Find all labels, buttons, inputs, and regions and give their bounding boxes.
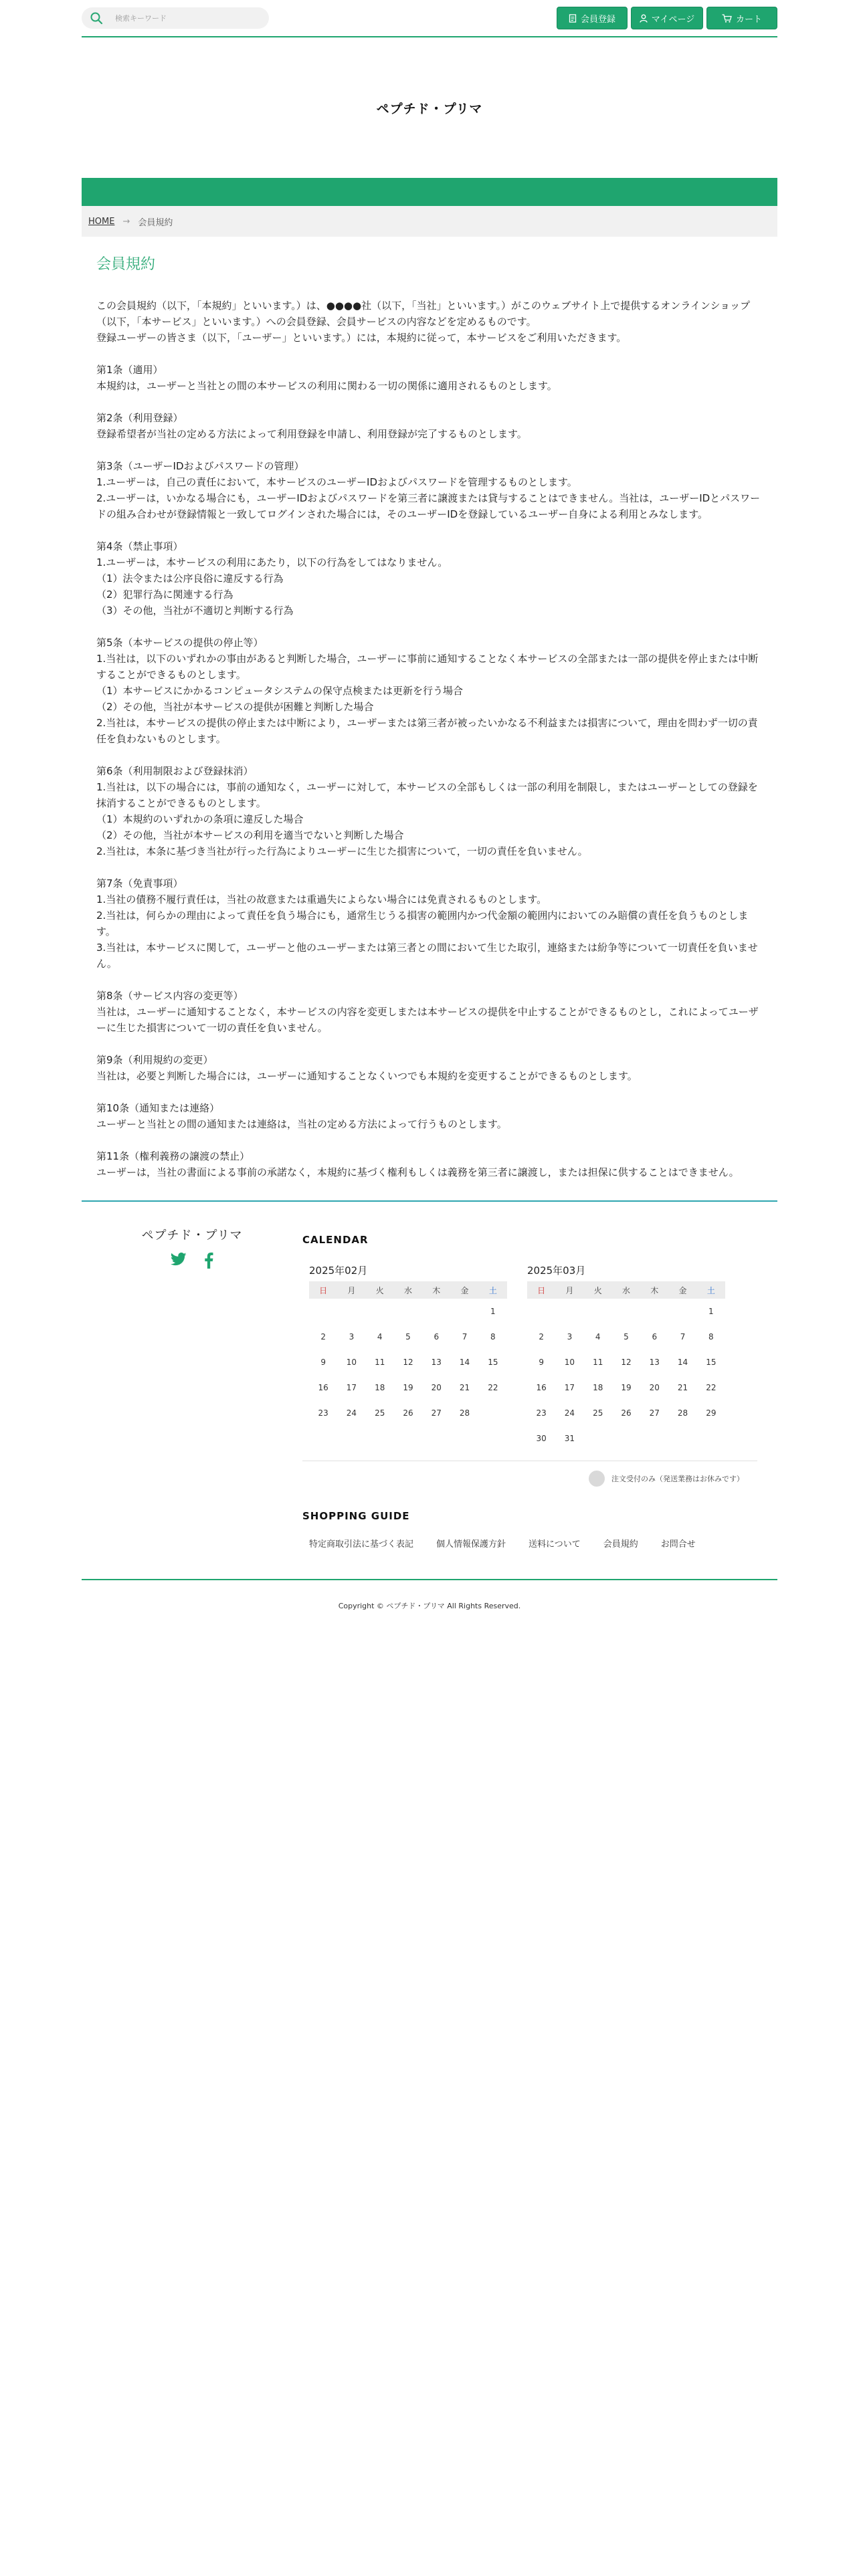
terms-line: ユーザーと当社との間の通知または連絡は，当社の定める方法によって行うものとします。 — [96, 1118, 507, 1130]
terms-line: 第4条（禁止事項） — [96, 540, 183, 552]
calendar-day: 16 — [536, 1383, 547, 1392]
calendar-day: 1 — [490, 1307, 496, 1316]
cart-button-label: カート — [735, 14, 762, 25]
page-title: 会員規約 — [96, 256, 156, 273]
calendar-table — [309, 1281, 507, 1426]
facebook-icon[interactable] — [204, 1253, 213, 1271]
guide-link-privacy[interactable]: 個人情報保護方針 — [436, 1539, 506, 1549]
calendar-day: 7 — [462, 1332, 468, 1341]
calendar-day: 1 — [708, 1307, 714, 1316]
calendar-day: 14 — [459, 1358, 470, 1367]
search-input[interactable] — [115, 14, 249, 23]
calendar-weekday: 土 — [697, 1281, 725, 1299]
footer — [82, 1202, 777, 1549]
copyright: Copyright © ペプチド・プリマ All Rights Reserved. — [338, 1602, 521, 1610]
terms-line: （1）法令または公序良俗に違反する行為 — [96, 572, 284, 584]
terms-line: 1.当社は，以下のいずれかの事由があると判断した場合，ユーザーに事前に通知することなく本サービスの全部または一部の提供を停止または中断することができるものとします。 — [96, 653, 759, 681]
footer-brand — [82, 1226, 302, 1549]
calendar-day: 15 — [706, 1358, 717, 1367]
calendar-month — [309, 1263, 507, 1451]
calendar-day: 24 — [346, 1408, 357, 1418]
calendar-day: 28 — [459, 1408, 470, 1418]
copyright-divider — [82, 1579, 777, 1580]
calendar-day: 16 — [318, 1383, 328, 1392]
calendar-week — [527, 1350, 725, 1375]
terms-line: 登録希望者が当社の定める方法によって利用登録を申請し、利用登録が完了するものとします。 — [96, 428, 527, 440]
calendar-weekday: 日 — [527, 1281, 555, 1299]
person-icon — [640, 14, 648, 23]
search-icon[interactable] — [87, 9, 106, 27]
calendar-day — [584, 1299, 612, 1324]
calendar-week — [527, 1299, 725, 1324]
calendar-month — [527, 1263, 725, 1451]
calendar-day: 17 — [346, 1383, 357, 1392]
calendar-day — [697, 1426, 725, 1451]
calendar-day — [337, 1299, 365, 1324]
terms-spacer — [96, 394, 763, 410]
terms-spacer — [96, 859, 763, 875]
calendar-week — [309, 1350, 507, 1375]
top-bar — [82, 0, 777, 37]
logo-area — [82, 37, 777, 178]
calendar-week — [527, 1426, 725, 1451]
social-links — [82, 1253, 302, 1271]
terms-line: 第9条（利用規約の変更） — [96, 1054, 213, 1066]
terms-line: 1.当社は，以下の場合には，事前の通知なく，ユーザーに対して，本サービスの全部もしくは一部の利用を制限し，またはユーザーとしての登録を抹消することができるものとします。 — [96, 781, 758, 809]
terms-line: （1）本サービスにかかるコンピュータシステムの保守点検または更新を行う場合 — [96, 685, 464, 697]
terms-line: 1.ユーザーは，自己の責任において，本サービスのユーザーIDおよびパスワードを管理するものとします。 — [96, 476, 577, 488]
shopping-guide-title: SHOPPING GUIDE — [302, 1510, 410, 1522]
calendar-legend — [302, 1461, 757, 1495]
terms-line: 第11条（権利義務の譲渡の禁止） — [96, 1150, 250, 1162]
calendars — [302, 1263, 757, 1451]
calendar-day: 10 — [564, 1358, 575, 1367]
calendar-day: 19 — [403, 1383, 413, 1392]
calendar-day: 22 — [706, 1383, 717, 1392]
terms-line: 当社は，必要と判断した場合には，ユーザーに通知することなくいつでも本規約を変更することができるものとします。 — [96, 1070, 638, 1082]
calendar-day: 23 — [536, 1408, 547, 1418]
calendar-day: 15 — [488, 1358, 498, 1367]
calendar-day: 30 — [536, 1434, 547, 1443]
mypage-button[interactable] — [631, 7, 703, 29]
terms-spacer — [96, 619, 763, 635]
calendar-day: 31 — [564, 1434, 575, 1443]
terms-line: （2）犯罪行為に関連する行為 — [96, 588, 233, 601]
calendar-day: 3 — [349, 1332, 355, 1341]
calendar-day: 9 — [539, 1358, 544, 1367]
calendar-day: 14 — [677, 1358, 688, 1367]
calendar-day: 25 — [593, 1408, 603, 1418]
calendar-week — [309, 1299, 507, 1324]
calendar-day: 23 — [318, 1408, 328, 1418]
shopping-guide-links — [302, 1537, 757, 1549]
terms-line: 1.当社の債務不履行責任は，当社の故意または重過失によらない場合には免責されるものとします。 — [96, 893, 547, 905]
calendar-weekday: 水 — [394, 1281, 422, 1299]
header-buttons — [557, 7, 777, 29]
calendar-day: 4 — [377, 1332, 383, 1341]
calendar-month-title: 2025年03月 — [527, 1265, 586, 1277]
calendar-day — [366, 1299, 394, 1324]
terms-spacer — [96, 346, 763, 362]
guide-link-contact[interactable]: お問合せ — [660, 1539, 696, 1549]
mypage-button-label: マイページ — [651, 14, 695, 25]
calendar-day — [479, 1400, 507, 1426]
terms-spacer — [96, 1084, 763, 1100]
calendar-day: 20 — [431, 1383, 442, 1392]
terms-line: 3.当社は，本サービスに関して，ユーザーと他のユーザーまたは第三者との間において生じた取引，連絡または紛争等について一切責任を負いません。 — [96, 942, 758, 970]
breadcrumb-home-link[interactable]: HOME — [88, 216, 115, 227]
calendar-day: 21 — [677, 1383, 688, 1392]
calendar-day — [555, 1299, 583, 1324]
page — [82, 0, 777, 1611]
terms-spacer — [96, 442, 763, 458]
calendar-day: 7 — [680, 1332, 686, 1341]
terms-line: 第2条（利用登録） — [96, 412, 183, 424]
terms-line: （2）その他，当社が本サービスの利用を適当でないと判断した場合 — [96, 829, 404, 841]
terms-line: 2.当社は，本条に基づき当社が行った行為によりユーザーに生じた損害について，一切の責任を負いません。 — [96, 845, 588, 857]
calendar-day — [640, 1426, 668, 1451]
calendar-day: 27 — [649, 1408, 660, 1418]
footer-right — [302, 1226, 777, 1549]
calendar-day: 4 — [595, 1332, 601, 1341]
calendar-day: 13 — [649, 1358, 660, 1367]
cart-icon — [722, 14, 732, 23]
search-box[interactable] — [82, 7, 269, 29]
terms-spacer — [96, 972, 763, 988]
calendar-day: 26 — [403, 1408, 413, 1418]
calendar-day: 5 — [624, 1332, 629, 1341]
calendar-day: 6 — [434, 1332, 440, 1341]
calendar-day: 13 — [431, 1358, 442, 1367]
calendar-day: 26 — [621, 1408, 632, 1418]
calendar-day — [527, 1299, 555, 1324]
terms-line: 第3条（ユーザーIDおよびパスワードの管理） — [96, 460, 304, 472]
terms-line: 2.ユーザーは，いかなる場合にも，ユーザーIDおよびパスワードを第三者に譲渡または貸与することはできません。当社は，ユーザーIDとパスワードの組み合わせが登録情報と一致してログインされた場合には，そのユーザーIDを登録しているユーザー自身による利用とみなします。 — [96, 492, 761, 520]
calendar-week — [527, 1324, 725, 1350]
calendar-day — [640, 1299, 668, 1324]
calendar-day — [309, 1299, 337, 1324]
calendar-week — [309, 1324, 507, 1350]
terms-line: （1）本規約のいずれかの条項に違反した場合 — [96, 813, 304, 825]
calendar-weekday: 火 — [366, 1281, 394, 1299]
main-content — [82, 237, 777, 1180]
terms-line: 2.当社は，何らかの理由によって責任を負う場合にも，通常生じうる損害の範囲内かつ代金額の範囲内においてのみ賠償の責任を負うものとします。 — [96, 909, 749, 938]
terms-line: 第5条（本サービスの提供の停止等） — [96, 637, 264, 649]
calendar-weekday: 木 — [422, 1281, 450, 1299]
calendar-day: 29 — [706, 1408, 717, 1418]
calendar-title: CALENDAR — [302, 1234, 369, 1246]
calendar-week — [309, 1375, 507, 1400]
legend-text: 注文受付のみ（発送業務はお休みです） — [611, 1474, 744, 1483]
global-nav-bar — [82, 178, 777, 206]
terms-line: ユーザーは，当社の書面による事前の承諾なく，本規約に基づく権利もしくは義務を第三者に譲渡し，または担保に供することはできません。 — [96, 1166, 739, 1178]
terms-line: 登録ユーザーの皆さま（以下，「ユーザー」といいます。）には，本規約に従って，本サービスをご利用いただきます。 — [96, 332, 627, 344]
calendar-day: 18 — [593, 1383, 603, 1392]
footer-shop-name: ペプチド・プリマ — [141, 1228, 243, 1243]
calendar-day: 22 — [488, 1383, 498, 1392]
calendar-day: 8 — [490, 1332, 496, 1341]
calendar-day: 9 — [320, 1358, 326, 1367]
calendar-day: 12 — [621, 1358, 632, 1367]
calendar-weekday: 日 — [309, 1281, 337, 1299]
calendar-day: 21 — [459, 1383, 470, 1392]
calendar-day: 27 — [431, 1408, 442, 1418]
calendar-weekday: 木 — [640, 1281, 668, 1299]
terms-line: （2）その他，当社が本サービスの提供が困難と判断した場合 — [96, 701, 374, 713]
calendar-weekday: 月 — [337, 1281, 365, 1299]
guide-link-terms[interactable]: 会員規約 — [603, 1539, 638, 1549]
calendar-day: 17 — [564, 1383, 575, 1392]
terms-line: 2.当社は，本サービスの提供の停止または中断により，ユーザーまたは第三者が被ったいかなる不利益または損害について，理由を問わず一切の責任を負わないものとします。 — [96, 717, 758, 745]
twitter-icon[interactable] — [171, 1253, 187, 1271]
document-icon — [569, 14, 577, 23]
calendar-day: 2 — [320, 1332, 326, 1341]
breadcrumb-current: 会員規約 — [138, 217, 173, 228]
calendar-day: 10 — [346, 1358, 357, 1367]
terms-spacer — [96, 747, 763, 763]
calendar-day: 11 — [593, 1358, 603, 1367]
calendar-day — [668, 1426, 696, 1451]
guide-link-shipping[interactable]: 送料について — [529, 1539, 581, 1549]
calendar-day: 28 — [677, 1408, 688, 1418]
guide-link-tokushoho[interactable]: 特定商取引法に基づく表記 — [309, 1539, 414, 1549]
calendar-weekday: 水 — [612, 1281, 640, 1299]
calendar-weekday: 金 — [450, 1281, 478, 1299]
calendar-day: 25 — [375, 1408, 385, 1418]
terms-line: （3）その他，当社が不適切と判断する行為 — [96, 605, 294, 617]
calendar-day: 24 — [564, 1408, 575, 1418]
site-logo[interactable]: ペプチド・プリマ — [376, 101, 483, 116]
terms-spacer — [96, 522, 763, 538]
calendar-day: 3 — [567, 1332, 573, 1341]
calendar-day — [422, 1299, 450, 1324]
calendar-table — [527, 1281, 725, 1451]
calendar-day: 6 — [652, 1332, 658, 1341]
terms-spacer — [96, 1036, 763, 1052]
calendar-day: 18 — [375, 1383, 385, 1392]
calendar-week — [527, 1400, 725, 1426]
terms-line: この会員規約（以下，「本規約」といいます。）は、●●●●社（以下，「当社」といいます。）がこのウェブサイト上で提供するオンラインショップ（以下，「本サービス」といいます。）への会員登録、会員サービスの内容などを定めるものです。 — [96, 300, 751, 328]
terms-body — [96, 298, 763, 1180]
terms-line: 第10条（通知または連絡） — [96, 1102, 220, 1114]
terms-line: 本規約は，ユーザーと当社との間の本サービスの利用に関わる一切の関係に適用されるものとします。 — [96, 380, 557, 392]
breadcrumb-separator: → — [122, 216, 130, 227]
legend-swatch — [589, 1471, 605, 1487]
calendar-week — [309, 1400, 507, 1426]
calendar-day: 11 — [375, 1358, 385, 1367]
calendar-day — [584, 1426, 612, 1451]
calendar-weekday: 月 — [555, 1281, 583, 1299]
register-button[interactable] — [557, 7, 628, 29]
calendar-day — [612, 1299, 640, 1324]
calendar-day — [450, 1299, 478, 1324]
calendar-day: 5 — [405, 1332, 411, 1341]
terms-line: 1.ユーザーは，本サービスの利用にあたり，以下の行為をしてはなりません。 — [96, 556, 448, 568]
calendar-day — [394, 1299, 422, 1324]
cart-button[interactable] — [706, 7, 777, 29]
calendar-day — [612, 1426, 640, 1451]
terms-line: 第1条（適用） — [96, 364, 163, 376]
terms-line: 当社は，ユーザーに通知することなく，本サービスの内容を変更しまたは本サービスの提供を中止することができるものとし，これによってユーザーに生じた損害について一切の責任を負いません。 — [96, 1006, 759, 1034]
calendar-day — [668, 1299, 696, 1324]
calendar-weekday: 金 — [668, 1281, 696, 1299]
calendar-day: 12 — [403, 1358, 413, 1367]
terms-line: 第8条（サービス内容の変更等） — [96, 990, 244, 1002]
calendar-day: 20 — [649, 1383, 660, 1392]
calendar-week — [527, 1375, 725, 1400]
calendar-day: 2 — [539, 1332, 544, 1341]
calendar-weekday: 土 — [479, 1281, 507, 1299]
terms-line: 第6条（利用制限および登録抹消） — [96, 765, 254, 777]
terms-line: 第7条（免責事項） — [96, 877, 183, 889]
calendar-day: 8 — [708, 1332, 714, 1341]
register-button-label: 会員登録 — [580, 14, 615, 25]
calendar-weekday: 火 — [584, 1281, 612, 1299]
calendar-month-title: 2025年02月 — [309, 1265, 368, 1277]
calendar-day: 19 — [621, 1383, 632, 1392]
breadcrumb — [82, 206, 777, 237]
terms-spacer — [96, 1132, 763, 1148]
